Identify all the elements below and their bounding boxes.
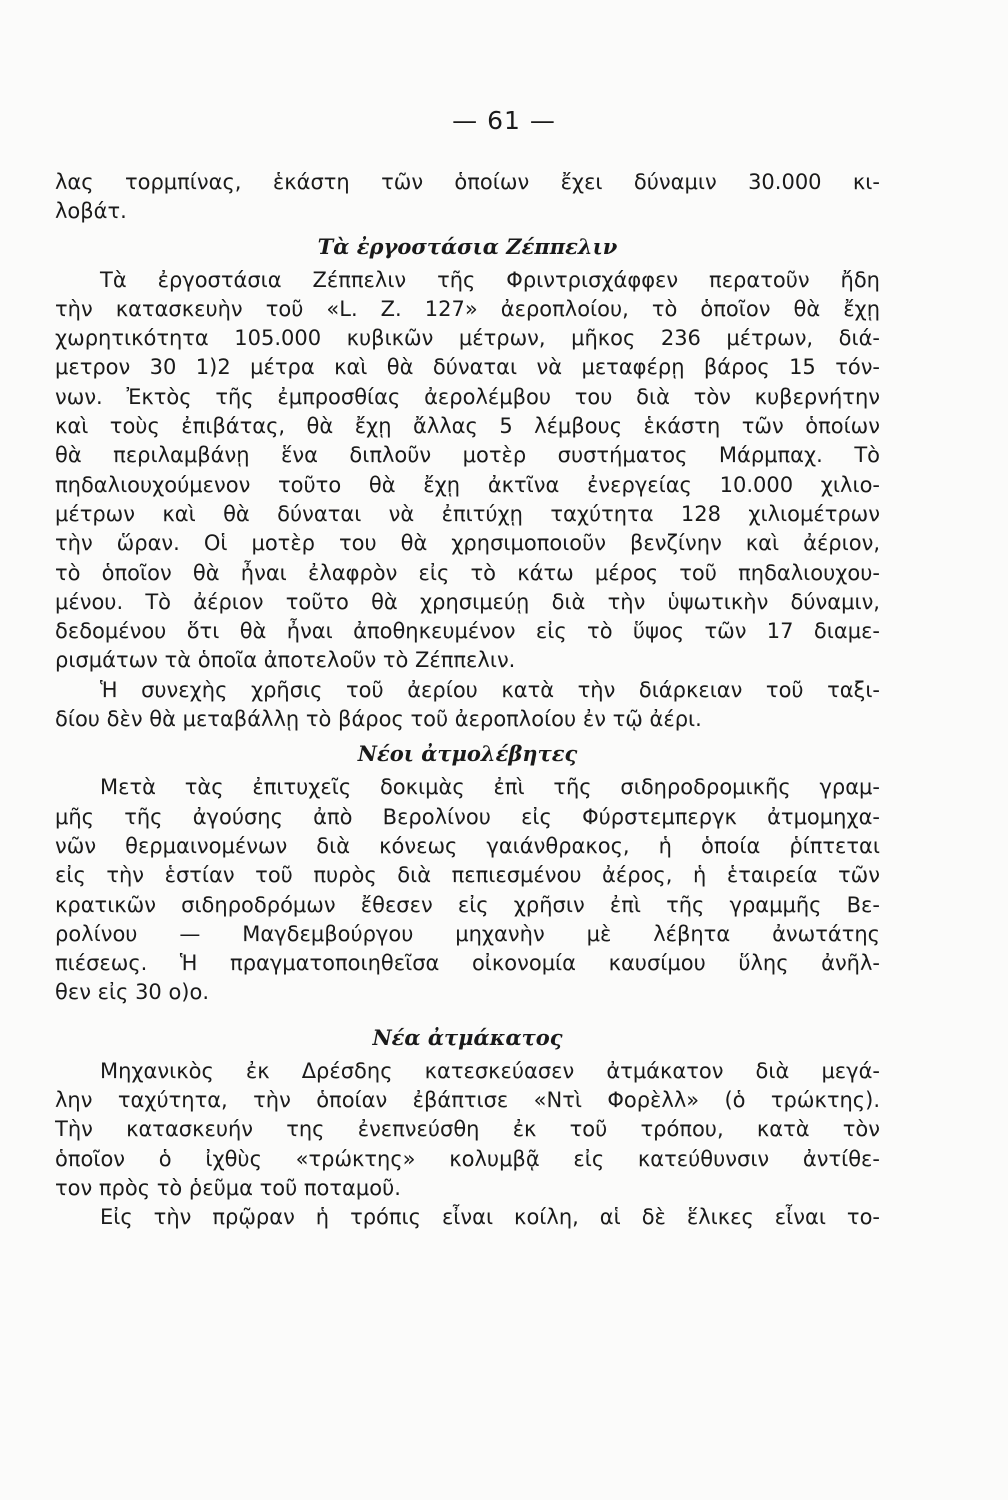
text-line: ρολίνου — Μαγδεμβούργου μηχανὴν μὲ λέβητα ἀνωτάτης bbox=[55, 921, 880, 946]
page-number: — 61 — bbox=[452, 106, 556, 135]
text-line: χωρητικότητα 105.000 κυβικῶν μέτρων, μῆκος 236 μέτρων, διά- bbox=[55, 326, 880, 351]
text-line: δεδομένου ὅτι θὰ ἦναι ἀποθηκευμένον εἰς τὸ ὕψος τῶν 17 διαμε- bbox=[55, 619, 880, 644]
section-heading-boilers: Νέοι ἀτμολέβητες bbox=[357, 741, 578, 767]
text-line: ρισμάτων τὰ ὁποῖα ἀποτελοῦν τὸ Ζέππελιν. bbox=[55, 648, 516, 673]
text-line: δίου δὲν θὰ μεταβάλλῃ τὸ βάρος τοῦ ἀεροπλοίου ἐν τῷ ἀέρι. bbox=[55, 707, 702, 732]
text-line: καὶ τοὺς ἐπιβάτας, θὰ ἔχῃ ἄλλας 5 λέμβους ἑκάστη τῶν ὁποίων bbox=[55, 414, 880, 439]
text-line: λας τορμπίνας, ἑκάστη τῶν ὁποίων ἔχει δύναμιν 30.000 κι- bbox=[55, 170, 880, 194]
text-line: θὰ περιλαμβάνῃ ἕνα διπλοῦν μοτὲρ συστήματος Μάρμπαχ. Τὸ bbox=[55, 443, 880, 468]
section-heading-zeppelin: Τὰ ἐργοστάσια Ζέππελιν bbox=[317, 233, 618, 259]
text-line: Μηχανικὸς ἐκ Δρέσδης κατεσκεύασεν ἀτμάκατον διὰ μεγά- bbox=[100, 1058, 880, 1083]
text-line: λοβάτ. bbox=[55, 199, 127, 224]
zeppelin-paragraph bbox=[55, 266, 880, 735]
text-line: πιέσεως. Ἡ πραγματοποιηθεῖσα οἰκονομία καυσίμου ὕλης ἀνῆλ- bbox=[55, 951, 880, 976]
text-line: τὴν ὥραν. Οἱ μοτὲρ του θὰ χρησιμοποιοῦν βενζίνην καὶ ἀέριον, bbox=[55, 531, 880, 556]
text-line: Τὰ ἐργοστάσια Ζέππελιν τῆς Φριντρισχάφφεν περατοῦν ἤδη bbox=[100, 267, 880, 292]
continuation-paragraph bbox=[55, 168, 880, 227]
text-line: κρατικῶν σιδηροδρόμων ἔθεσεν εἰς χρῆσιν ἐπὶ τῆς γραμμῆς Βε- bbox=[55, 892, 880, 917]
text-line: τον πρὸς τὸ ῥεῦμα τοῦ ποταμοῦ. bbox=[55, 1175, 401, 1200]
text-line: Μετὰ τὰς ἐπιτυχεῖς δοκιμὰς ἐπὶ τῆς σιδηροδρομικῆς γραμ- bbox=[100, 775, 880, 800]
text-line: Εἰς τὴν πρῷραν ἡ τρόπις εἶναι κοίλη, αἱ δὲ ἕλικες εἶναι το- bbox=[100, 1205, 880, 1230]
text-line: μετρον 30 1)2 μέτρα καὶ θὰ δύναται νὰ μεταφέρῃ βάρος 15 τόν- bbox=[55, 355, 880, 380]
section-gap bbox=[55, 1008, 880, 1018]
text-line: τὴν κατασκευὴν τοῦ «L. Z. 127» ἀεροπλοίου, τὸ ὁποῖον θὰ ἔχῃ bbox=[55, 296, 880, 321]
text-line: λην ταχύτητα, τὴν ὁποίαν ἐβάπτισε «Ντὶ Φορὲλλ» (ὁ τρώκτης). bbox=[55, 1088, 880, 1113]
text-line: νων. Ἐκτὸς τῆς ἐμπροσθίας ἀερολέμβου του διὰ τὸν κυβερνήτην bbox=[55, 384, 880, 409]
text-line: Ἡ συνεχὴς χρῆσις τοῦ ἀερίου κατὰ τὴν διάρκειαν τοῦ ταξι- bbox=[100, 677, 880, 702]
text-line: νῶν θερμαινομένων διὰ κόνεως γαιάνθρακος, ἡ ὁποία ῥίπτεται bbox=[55, 833, 880, 858]
text-line: μέτρων καὶ θὰ δύναται νὰ ἐπιτύχῃ ταχύτητα 128 χιλιομέτρων bbox=[55, 501, 880, 526]
boilers-paragraph bbox=[55, 773, 880, 1007]
text-line: θεν εἰς 30 ο)ο. bbox=[55, 980, 210, 1005]
text-line: ὁποῖον ὁ ἰχθὺς «τρώκτης» κολυμβᾷ εἰς κατεύθυνσιν ἀντίθε- bbox=[55, 1146, 880, 1171]
text-block bbox=[55, 168, 880, 1233]
text-line: Τὴν κατασκευήν της ἐνεπνεύσθη ἐκ τοῦ τρόπου, κατὰ τὸν bbox=[55, 1117, 880, 1142]
section-heading-launch: Νέα ἀτμάκατος bbox=[372, 1024, 563, 1050]
text-line: τὸ ὁποῖον θὰ ἦναι ἐλαφρὸν εἰς τὸ κάτω μέρος τοῦ πηδαλιουχου- bbox=[55, 560, 880, 585]
text-line: μένου. Τὸ ἀέριον τοῦτο θὰ χρησιμεύῃ διὰ τὴν ὑψωτικὴν δύναμιν, bbox=[55, 589, 880, 614]
text-line: πηδαλιουχούμενον τοῦτο θὰ ἔχῃ ἀκτῖνα ἐνεργείας 10.000 χιλιο- bbox=[55, 472, 880, 497]
text-line: μῆς τῆς ἀγούσης ἀπὸ Βερολίνου εἰς Φύρστεμπεργκ ἀτμομηχα- bbox=[55, 804, 880, 829]
launch-paragraph bbox=[55, 1057, 880, 1233]
text-line: εἰς τὴν ἑστίαν τοῦ πυρὸς διὰ πεπιεσμένου ἀέρος, ἡ ἑταιρεία τῶν bbox=[55, 863, 880, 888]
